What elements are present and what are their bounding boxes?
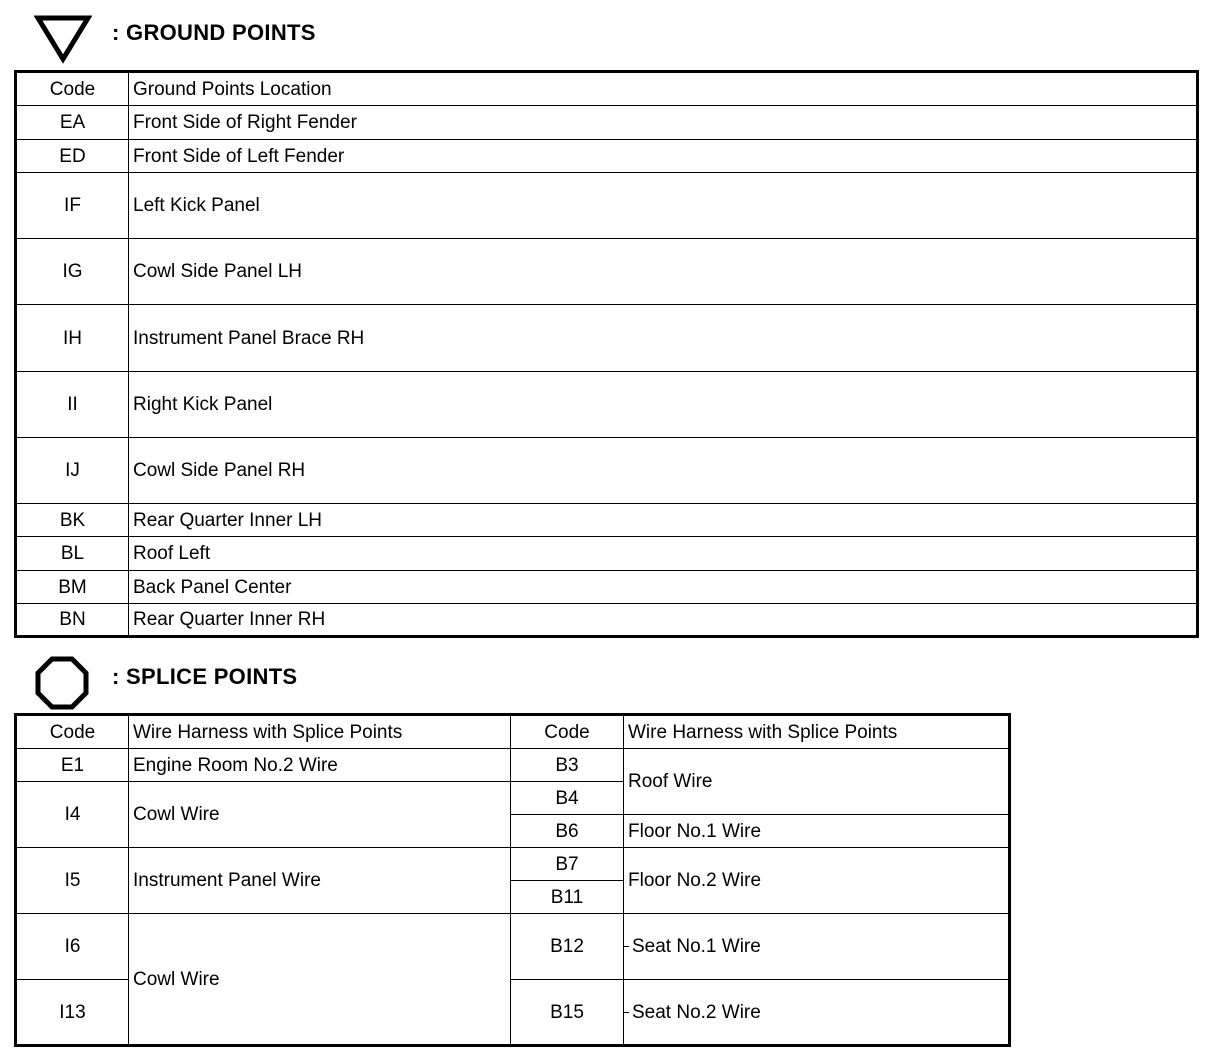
splice-points-title: : SPLICE POINTS bbox=[112, 664, 298, 689]
table-row bbox=[16, 504, 1198, 537]
octagon-icon bbox=[34, 655, 90, 711]
table-row bbox=[16, 140, 1198, 173]
ground-code: EA bbox=[16, 106, 129, 140]
splice-code: B4 bbox=[511, 782, 624, 815]
table-row bbox=[16, 239, 1198, 305]
ground-code: BL bbox=[16, 537, 129, 571]
table-row bbox=[16, 106, 1198, 140]
table-row bbox=[16, 305, 1198, 372]
splice-wire: Floor No.2 Wire bbox=[624, 848, 1010, 914]
splice-code: B7 bbox=[511, 848, 624, 881]
table-row bbox=[16, 749, 1010, 782]
header-location: Ground Points Location bbox=[129, 72, 1198, 106]
splice-wire: Floor No.1 Wire bbox=[624, 815, 1010, 848]
splice-code: E1 bbox=[16, 749, 129, 782]
splice-code: B11 bbox=[511, 881, 624, 914]
ground-location: Instrument Panel Brace RH bbox=[129, 305, 1198, 372]
splice-code: I13 bbox=[16, 980, 129, 1046]
table-row bbox=[16, 848, 1010, 881]
ground-code: BM bbox=[16, 571, 129, 604]
ground-code: IG bbox=[16, 239, 129, 305]
table-row bbox=[16, 173, 1198, 239]
ground-location: Front Side of Left Fender bbox=[129, 140, 1198, 173]
leader-dash bbox=[624, 946, 630, 947]
ground-code: ED bbox=[16, 140, 129, 173]
splice-wire: Instrument Panel Wire bbox=[129, 848, 511, 914]
ground-points-title: : GROUND POINTS bbox=[112, 20, 316, 45]
table-row bbox=[16, 372, 1198, 438]
table-row bbox=[16, 914, 1010, 980]
splice-wire: Cowl Wire bbox=[129, 782, 511, 848]
splice-code: B12 bbox=[511, 914, 624, 980]
splice-code: I4 bbox=[16, 782, 129, 848]
downward-triangle-icon bbox=[34, 14, 92, 64]
splice-wire: Engine Room No.2 Wire bbox=[129, 749, 511, 782]
splice-code: B6 bbox=[511, 815, 624, 848]
splice-wire: Cowl Wire bbox=[129, 914, 511, 1046]
ground-points-table bbox=[14, 70, 1199, 638]
splice-code: B15 bbox=[511, 980, 624, 1046]
table-row bbox=[16, 604, 1198, 637]
ground-location: Rear Quarter Inner RH bbox=[129, 604, 1198, 637]
ground-location: Roof Left bbox=[129, 537, 1198, 571]
splice-wire-cell bbox=[624, 914, 1010, 980]
ground-code: BN bbox=[16, 604, 129, 637]
splice-wire: Seat No.1 Wire bbox=[632, 936, 761, 957]
ground-code: IJ bbox=[16, 438, 129, 504]
splice-wire-cell bbox=[624, 980, 1010, 1046]
splice-code: I6 bbox=[16, 914, 129, 980]
table-row bbox=[16, 537, 1198, 571]
header-code: Code bbox=[16, 72, 129, 106]
ground-location: Back Panel Center bbox=[129, 571, 1198, 604]
ground-code: BK bbox=[16, 504, 129, 537]
table-header-row bbox=[16, 715, 1010, 749]
ground-code: II bbox=[16, 372, 129, 438]
ground-location: Front Side of Right Fender bbox=[129, 106, 1198, 140]
leader-dash bbox=[624, 1012, 630, 1013]
table-row bbox=[16, 571, 1198, 604]
ground-location: Left Kick Panel bbox=[129, 173, 1198, 239]
splice-code: B3 bbox=[511, 749, 624, 782]
header-wire-harness: Wire Harness with Splice Points bbox=[624, 715, 1010, 749]
ground-location: Right Kick Panel bbox=[129, 372, 1198, 438]
ground-location: Cowl Side Panel RH bbox=[129, 438, 1198, 504]
ground-location: Rear Quarter Inner LH bbox=[129, 504, 1198, 537]
splice-wire: Seat No.2 Wire bbox=[632, 1001, 761, 1023]
splice-points-table bbox=[14, 713, 1011, 1047]
header-code: Code bbox=[511, 715, 624, 749]
splice-wire: Roof Wire bbox=[624, 749, 1010, 815]
ground-code: IF bbox=[16, 173, 129, 239]
splice-code: I5 bbox=[16, 848, 129, 914]
ground-location: Cowl Side Panel LH bbox=[129, 239, 1198, 305]
table-header-row bbox=[16, 72, 1198, 106]
ground-code: IH bbox=[16, 305, 129, 372]
header-wire-harness: Wire Harness with Splice Points bbox=[129, 715, 511, 749]
header-code: Code bbox=[16, 715, 129, 749]
table-row bbox=[16, 438, 1198, 504]
